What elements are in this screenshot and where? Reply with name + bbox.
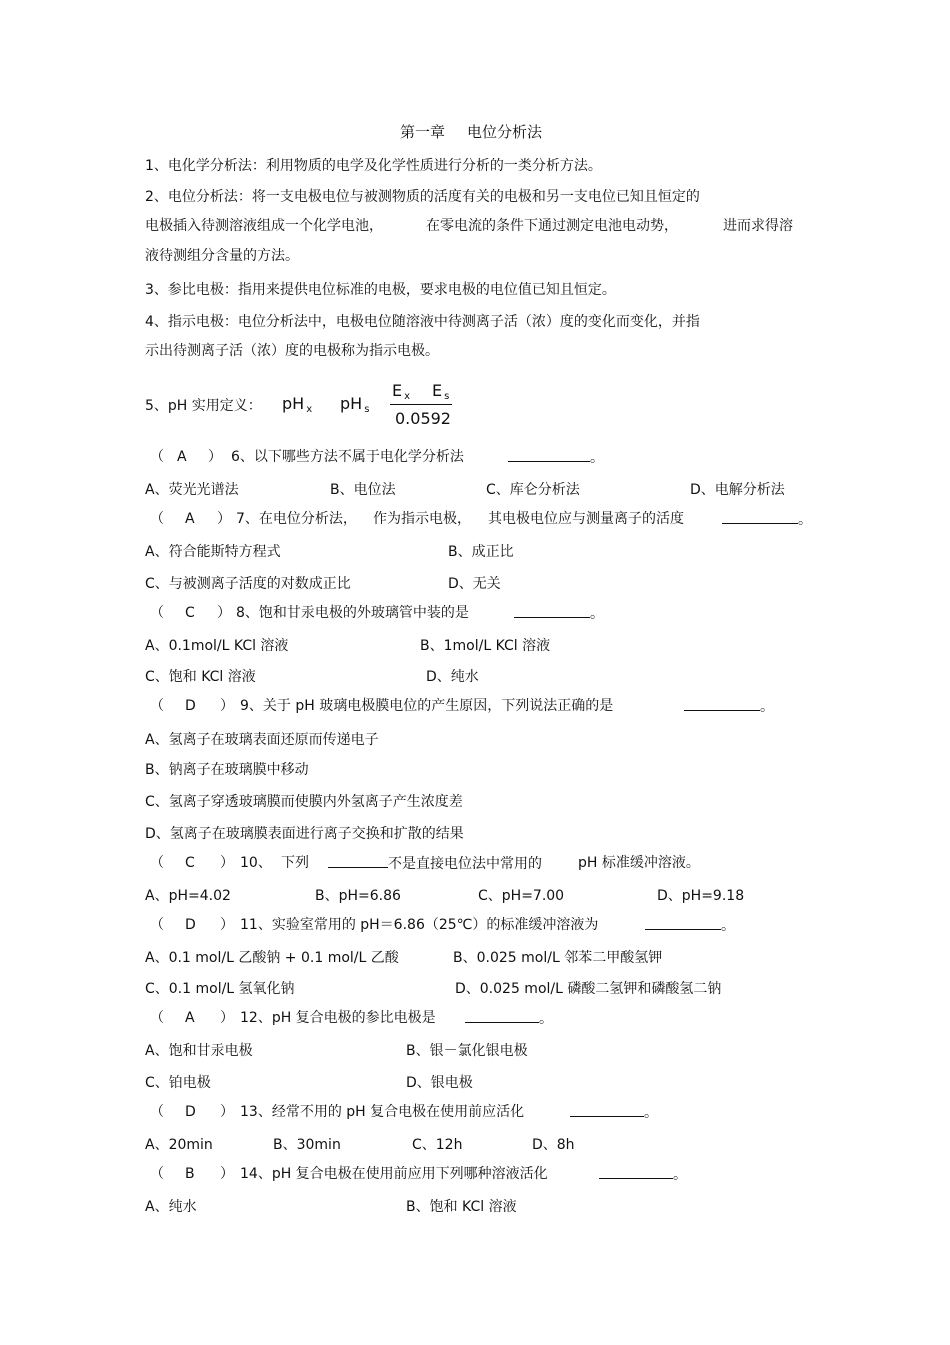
q8-option-b: B、1mol/L KCl 溶液 [420,638,551,654]
q7-option-b: B、成正比 [448,544,514,560]
q13-option-c: C、12h [412,1137,463,1153]
fraction-denominator: 0.0592 [395,409,451,428]
q14-option-b: B、饱和 KCl 溶液 [406,1199,517,1215]
q11-option-d: D、0.025 mol/L 磷酸二氢钾和磷酸氢二钠 [455,981,722,997]
q8-open-paren: （ [150,605,164,621]
q7-option-a: A、符合能斯特方程式 [145,544,281,560]
q10-blank-group [328,854,542,873]
q14-end: 。 [673,1167,687,1183]
q12-answer: A [185,1010,195,1026]
q14-stem: 14、pH 复合电极在使用前应用下列哪种溶液活化 [240,1166,548,1182]
q13-end: 。 [644,1105,658,1121]
q6-open-paren: （ [150,449,164,465]
definition-4-line-1: 4、指示电极：电位分析法中，电极电位随溶液中待测离子活（浓）度的变化而变化，并指 [145,314,700,330]
q11-open-paren: （ [150,917,164,933]
chapter-title: 电位分析法 [467,123,543,141]
q7-open-paren: （ [150,511,164,527]
q14-open-paren: （ [150,1166,164,1182]
q12-blank [465,1009,539,1023]
q14-close-paren: ） [220,1166,234,1182]
q11-option-b: B、0.025 mol/L 邻苯二甲酸氢钾 [453,950,663,966]
q10-stem-a: 10、 [240,855,272,871]
q7-stem-c: 其电极电位应与测量离子的活度 [488,511,684,527]
q10-answer: C [185,855,195,871]
ph-s [340,395,369,416]
q11-close-paren: ） [220,917,234,933]
definition-2-line-2c: 进而求得溶 [723,218,793,234]
q12-option-b: B、银－氯化银电极 [406,1043,528,1059]
q13-stem: 13、经常不用的 pH 复合电极在使用前应活化 [240,1104,525,1120]
q8-option-c: C、饱和 KCl 溶液 [145,669,256,685]
q7-option-d: D、无关 [448,576,501,592]
ph-s-subscript: s [364,404,370,415]
q7-close-paren: ） [217,511,231,527]
q6-option-b: B、电位法 [330,482,396,498]
q10-stem-b: 下列 [281,855,309,871]
q7-answer: A [185,511,195,527]
q9-stem: 9、关于 pH 玻璃电极膜电位的产生原因，下列说法正确的是 [240,698,614,714]
q9-option-a: A、氢离子在玻璃表面还原而传递电子 [145,732,379,748]
q6-stem: 6、以下哪些方法不属于电化学分析法 [231,449,464,465]
q10-option-b: B、pH=6.86 [315,888,401,904]
q9-open-paren: （ [150,698,164,714]
q8-answer: C [185,605,195,621]
q9-option-c: C、氢离子穿透玻璃膜而使膜内外氢离子产生浓度差 [145,794,463,810]
q13-option-a: A、20min [145,1137,213,1153]
q12-end: 。 [539,1011,553,1027]
ph-s-symbol: pH [340,394,363,413]
q12-open-paren: （ [150,1010,164,1026]
q8-option-d: D、纯水 [426,669,479,685]
definition-3: 3、参比电极：指用来提供电位标准的电极，要求电极的电位值已知且恒定。 [145,282,616,298]
ph-x-symbol: pH [282,394,305,413]
q10-open-paren: （ [150,855,164,871]
q13-blank-group [570,1103,658,1122]
q10-option-d: D、pH=9.18 [657,888,745,904]
q6-end: 。 [590,450,604,466]
q8-stem: 8、饱和甘汞电极的外玻璃管中装的是 [236,605,469,621]
q6-blank [508,448,590,462]
q10-option-a: A、pH=4.02 [145,888,231,904]
q9-close-paren: ） [220,698,234,714]
q6-blank-group [508,448,604,467]
definition-4-line-2: 示出待测离子活（浓）度的电极称为指示电极。 [145,343,439,359]
q12-blank-group [465,1009,553,1028]
q12-option-a: A、饱和甘汞电极 [145,1043,253,1059]
q9-option-b: B、钠离子在玻璃膜中移动 [145,762,309,778]
q9-option-d: D、氢离子在玻璃膜表面进行离子交换和扩散的结果 [145,826,464,842]
q7-option-c: C、与被测离子活度的对数成正比 [145,576,351,592]
e-s-symbol: E [432,381,443,400]
q12-stem: 12、pH 复合电极的参比电极是 [240,1010,436,1026]
q8-close-paren: ） [217,605,231,621]
q13-open-paren: （ [150,1104,164,1120]
q10-blank [328,854,388,868]
definition-2-line-2a: 电极插入待测溶液组成一个化学电池， [145,218,383,234]
q11-option-c: C、0.1 mol/L 氢氧化钠 [145,981,295,997]
q13-close-paren: ） [220,1104,234,1120]
q6-option-a: A、荧光光谱法 [145,482,239,498]
q12-option-d: D、银电极 [406,1075,473,1091]
q14-blank-group [599,1165,687,1184]
q13-option-d: D、8h [532,1137,575,1153]
q6-option-c: C、库仑分析法 [486,482,580,498]
q10-stem-d: pH 标准缓冲溶液。 [578,855,700,871]
definition-2-line-2b: 在零电流的条件下通过测定电池电动势， [426,218,678,234]
q14-answer: B [185,1166,195,1182]
q11-blank [645,916,721,930]
e-x-symbol: E [392,381,403,400]
q14-option-a: A、纯水 [145,1199,197,1215]
e-x [392,382,410,403]
q10-close-paren: ） [220,855,234,871]
q9-end: 。 [760,699,774,715]
q7-stem-a: 7、在电位分析法， [236,511,357,527]
q11-stem: 11、实验室常用的 pH＝6.86（25℃）的标准缓冲溶液为 [240,917,599,933]
definition-2-line-3: 液待测组分含量的方法。 [145,248,299,264]
q12-option-c: C、铂电极 [145,1075,211,1091]
q9-blank-group [684,697,774,716]
q13-answer: D [185,1104,196,1120]
q6-option-d: D、电解分析法 [690,482,785,498]
q10-stem-c: 不是直接电位法中常用的 [388,856,542,872]
q12-close-paren: ） [220,1010,234,1026]
q7-blank [722,510,798,524]
e-x-subscript: x [404,391,411,402]
q11-blank-group [645,916,735,935]
q8-option-a: A、0.1mol/L KCl 溶液 [145,638,289,654]
q8-blank [514,604,590,618]
chapter-number: 第一章 [400,123,446,141]
fraction-bar [390,404,452,405]
e-s [432,382,449,403]
q9-answer: D [185,698,196,714]
ph-x-subscript: x [306,404,313,415]
q11-end: 。 [721,918,735,934]
q6-answer: A [177,449,187,465]
q8-end: 。 [590,606,604,622]
q14-blank [599,1165,673,1179]
ph-x [282,395,312,416]
q13-blank [570,1103,644,1117]
q9-blank [684,697,760,711]
q8-blank-group [514,604,604,623]
q10-option-c: C、pH=7.00 [478,888,565,904]
e-s-subscript: s [444,391,450,402]
definition-1: 1、电化学分析法：利用物质的电学及化学性质进行分析的一类分析方法。 [145,158,602,174]
q13-option-b: B、30min [273,1137,341,1153]
q7-blank-group [722,510,812,529]
definition-5-label: 5、pH 实用定义： [145,398,262,414]
q11-option-a: A、0.1 mol/L 乙酸钠 + 0.1 mol/L 乙酸 [145,950,399,966]
q6-close-paren: ） [208,449,222,465]
q7-end: 。 [798,512,812,528]
q7-stem-b: 作为指示电极， [373,511,471,527]
definition-2-line-1: 2、电位分析法：将一支电极电位与被测物质的活度有关的电极和另一支电位已知且恒定的 [145,189,700,205]
q11-answer: D [185,917,196,933]
